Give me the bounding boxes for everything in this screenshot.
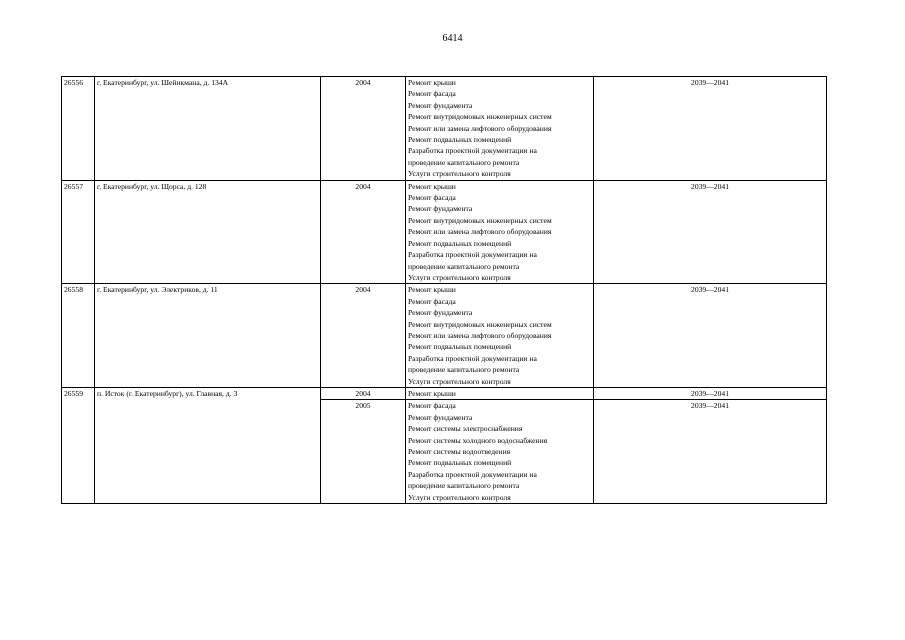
planned-period-cell: 2039—2041 bbox=[594, 77, 827, 181]
work-type-item: Ремонт крыши bbox=[408, 388, 456, 398]
commission-year-cell: 2004 bbox=[321, 180, 406, 284]
row-number-cell: 26556 bbox=[62, 77, 95, 181]
work-type-item: проведение капитального ремонта bbox=[408, 365, 520, 375]
work-types-cell bbox=[406, 400, 594, 504]
table-body bbox=[62, 77, 827, 504]
work-type-item: Ремонт подвальных помещений bbox=[408, 135, 512, 145]
work-type-item: проведение капитального ремонта bbox=[408, 157, 520, 167]
work-types-cell bbox=[406, 180, 594, 284]
work-type-item: Разработка проектной документации на bbox=[408, 469, 537, 479]
work-type-item: Ремонт крыши bbox=[408, 78, 456, 87]
table-row bbox=[62, 180, 827, 284]
work-type-item: Ремонт фасада bbox=[408, 89, 456, 99]
work-types-cell bbox=[406, 284, 594, 388]
work-type-item: Разработка проектной документации на bbox=[408, 146, 537, 156]
work-type-item: Ремонт фундамента bbox=[408, 412, 473, 422]
work-type-item: Ремонт фундамента bbox=[408, 308, 473, 318]
address-cell: г. Екатеринбург, ул. Электриков, д. 11 bbox=[95, 284, 321, 388]
work-type-item: Ремонт или замена лифтового оборудования bbox=[408, 123, 552, 133]
work-type-item: Ремонт системы водоотведения bbox=[408, 447, 511, 456]
row-number-cell: 26557 bbox=[62, 180, 95, 284]
work-type-item: Услуги строительного контроля bbox=[408, 169, 511, 179]
planned-period-cell: 2039—2041 bbox=[594, 400, 827, 504]
commission-year-cell: 2004 bbox=[321, 77, 406, 181]
work-type-item: Ремонт системы холодного водоснабжения bbox=[408, 435, 548, 445]
work-type-item: Ремонт крыши bbox=[408, 181, 456, 191]
work-type-item: Ремонт внутридомовых инженерных систем bbox=[408, 319, 552, 329]
planned-period-cell: 2039—2041 bbox=[594, 284, 827, 388]
commission-year-cell: 2005 bbox=[321, 400, 406, 504]
table-row bbox=[62, 77, 827, 181]
work-type-item: Ремонт внутридомовых инженерных систем bbox=[408, 112, 552, 122]
page-number: 6414 bbox=[442, 33, 463, 44]
work-type-item: Ремонт фасада bbox=[408, 401, 456, 411]
work-type-item: Ремонт или замена лифтового оборудования bbox=[408, 330, 552, 340]
work-type-item: Ремонт системы электроснабжения bbox=[408, 424, 523, 434]
work-type-item: проведение капитального ремонта bbox=[408, 481, 520, 491]
row-number-cell: 26559 bbox=[62, 387, 95, 503]
work-type-item: Ремонт внутридомовых инженерных систем bbox=[408, 215, 552, 225]
work-type-item: Ремонт фундамента bbox=[408, 204, 473, 214]
row-number-cell: 26558 bbox=[62, 284, 95, 388]
work-type-item: Разработка проектной документации на bbox=[408, 250, 537, 260]
work-type-item: проведение капитального ремонта bbox=[408, 261, 520, 271]
planned-period-cell: 2039—2041 bbox=[594, 180, 827, 284]
work-type-item: Ремонт или замена лифтового оборудования bbox=[408, 227, 552, 237]
work-type-item: Разработка проектной документации на bbox=[408, 353, 537, 363]
work-type-item: Услуги строительного контроля bbox=[408, 376, 511, 386]
work-types-cell bbox=[406, 387, 594, 399]
work-types-cell bbox=[406, 77, 594, 181]
commission-year-cell: 2004 bbox=[321, 387, 406, 399]
work-type-item: Ремонт фасада bbox=[408, 296, 456, 306]
work-type-item: Ремонт подвальных помещений bbox=[408, 238, 512, 248]
address-cell: г. Екатеринбург, ул. Шейнкмана, д. 134А bbox=[95, 77, 321, 181]
commission-year-cell: 2004 bbox=[321, 284, 406, 388]
table-row bbox=[62, 387, 827, 399]
table-row bbox=[62, 284, 827, 388]
work-type-item: Ремонт фасада bbox=[408, 193, 456, 203]
work-type-item: Ремонт подвальных помещений bbox=[408, 342, 512, 352]
work-type-item: Услуги строительного контроля bbox=[408, 272, 511, 282]
work-type-item: Услуги строительного контроля bbox=[408, 492, 511, 502]
repair-program-table bbox=[61, 76, 827, 504]
work-type-item: Ремонт крыши bbox=[408, 285, 456, 295]
address-cell: г. Екатеринбург, ул. Щорса, д. 128 bbox=[95, 180, 321, 284]
work-type-item: Ремонт подвальных помещений bbox=[408, 458, 512, 468]
address-cell: п. Исток (г. Екатеринбург), ул. Главная, д. 3 bbox=[95, 387, 321, 503]
planned-period-cell: 2039—2041 bbox=[594, 387, 827, 399]
work-type-item: Ремонт фундамента bbox=[408, 100, 473, 110]
